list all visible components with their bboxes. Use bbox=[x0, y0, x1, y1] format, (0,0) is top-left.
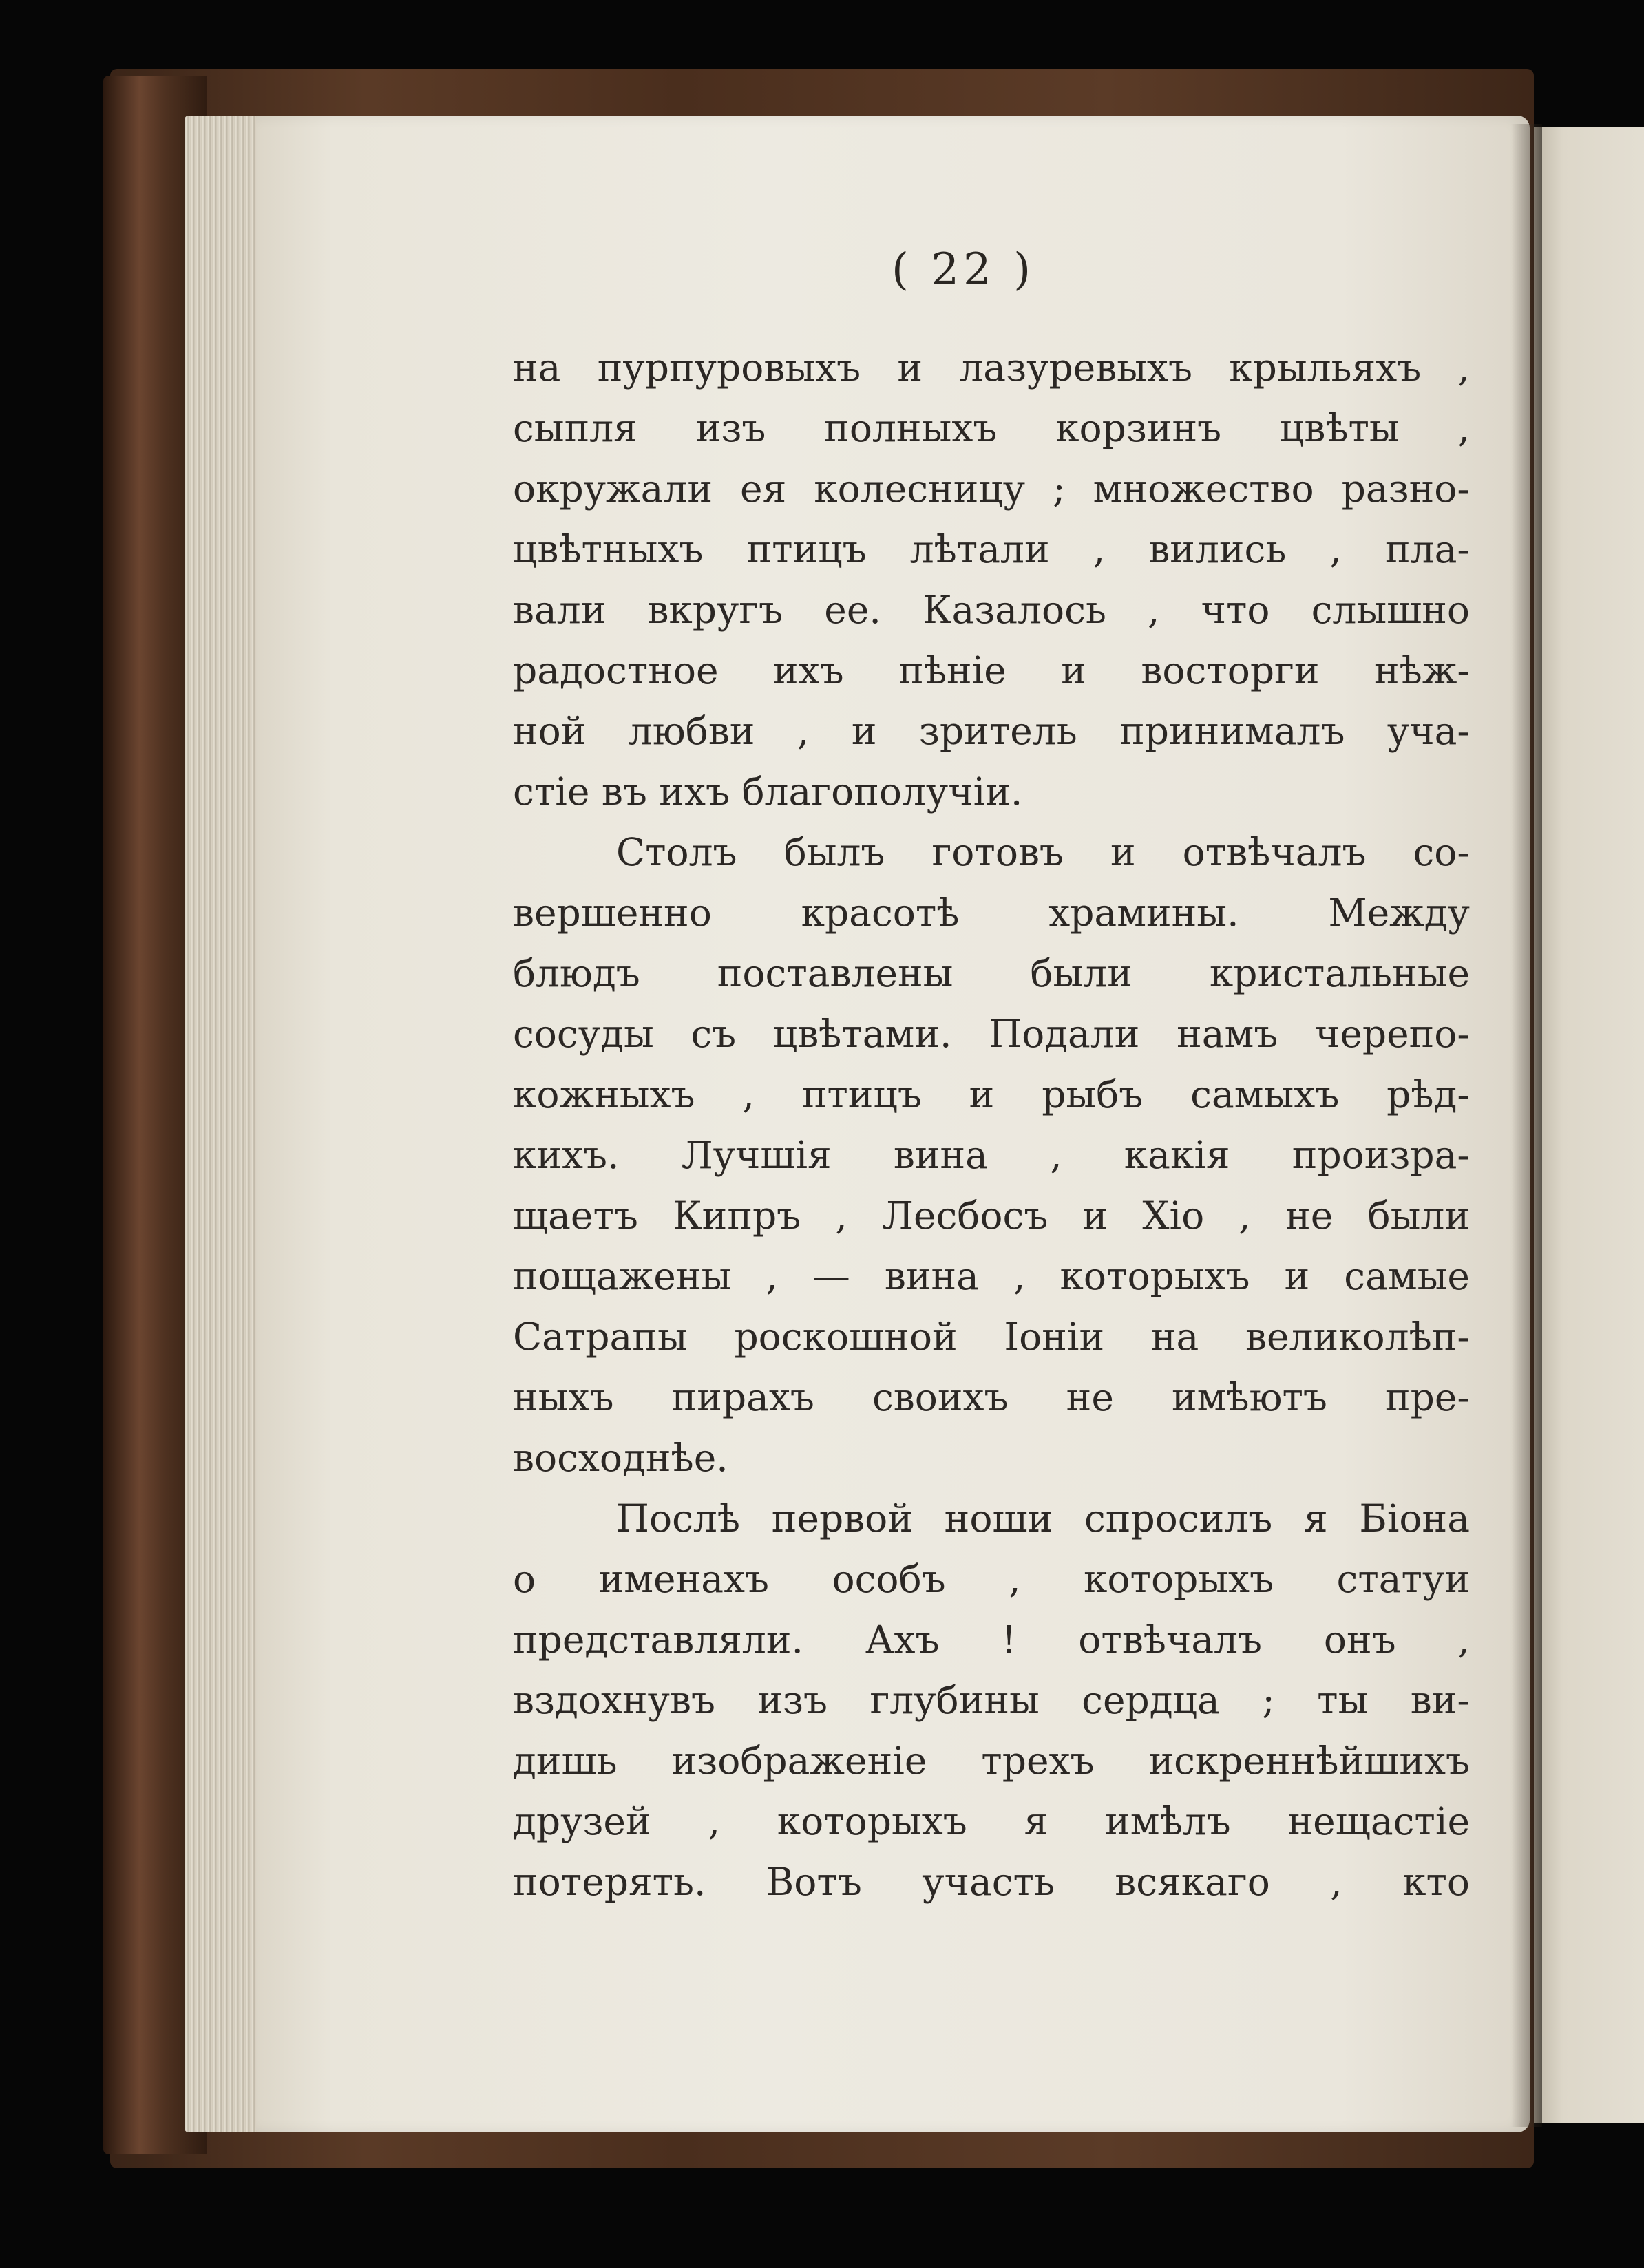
text-line: ной любви , и зритель принималъ уча- bbox=[513, 709, 1470, 753]
gutter-shadow bbox=[1511, 124, 1542, 2127]
text-line: окружали ея колесницу ; множество разно- bbox=[513, 467, 1470, 511]
text-line: Столъ былъ готовъ и отвѣчалъ со- bbox=[616, 830, 1470, 874]
text-line: кожныхъ , птицъ и рыбъ самыхъ рѣд- bbox=[513, 1072, 1470, 1116]
text-line: представляли. Ахъ ! отвѣчалъ онъ , bbox=[513, 1618, 1470, 1662]
text-line: сосуды съ цвѣтами. Подали намъ черепо- bbox=[513, 1012, 1470, 1056]
text-line: о именахъ особъ , которыхъ статуи bbox=[513, 1557, 1470, 1601]
text-line: вершенно красотѣ храмины. Между bbox=[513, 891, 1470, 935]
text-line: стіе въ ихъ благополучіи. bbox=[513, 770, 1023, 814]
page-number: ( 22 ) bbox=[892, 244, 1035, 295]
text-line: Сатрапы роскошной Іоніи на великолѣп- bbox=[513, 1315, 1470, 1359]
text-line: дишь изображеніе трехъ искреннѣйшихъ bbox=[513, 1739, 1470, 1783]
text-line: ныхъ пирахъ своихъ не имѣютъ пре- bbox=[513, 1375, 1470, 1419]
text-line: потерять. Вотъ участь всякаго , кто bbox=[513, 1860, 1470, 1904]
text-line: щаетъ Кипръ , Лесбосъ и Хіо , не были bbox=[513, 1194, 1470, 1238]
text-line: кихъ. Лучшія вина , какія произра- bbox=[513, 1133, 1470, 1177]
text-line: пощажены , — вина , которыхъ и самые bbox=[513, 1254, 1470, 1298]
text-line: на пурпуровыхъ и лазуревыхъ крыльяхъ , bbox=[513, 346, 1470, 390]
text-line: блюдъ поставлены были кристальные bbox=[513, 951, 1470, 995]
text-line: друзей , которыхъ я имѣлъ нещастіе bbox=[513, 1799, 1470, 1843]
facing-page bbox=[1534, 127, 1644, 2123]
page-text bbox=[513, 337, 1470, 1912]
text-line: радостное ихъ пѣніе и восторги нѣж- bbox=[513, 648, 1470, 692]
page-edges bbox=[185, 116, 267, 2132]
text-line: вали вкругъ ее. Казалось , что слышно bbox=[513, 588, 1470, 632]
text-line: вздохнувъ изъ глубины сердца ; ты ви- bbox=[513, 1678, 1470, 1722]
text-line: сыпля изъ полныхъ корзинъ цвѣты , bbox=[513, 406, 1470, 450]
text-line: Послѣ первой ноши спросилъ я Біона bbox=[616, 1496, 1470, 1540]
text-line: цвѣтныхъ птицъ лѣтали , вились , пла- bbox=[513, 527, 1470, 571]
text-line: восходнѣе. bbox=[513, 1436, 728, 1480]
